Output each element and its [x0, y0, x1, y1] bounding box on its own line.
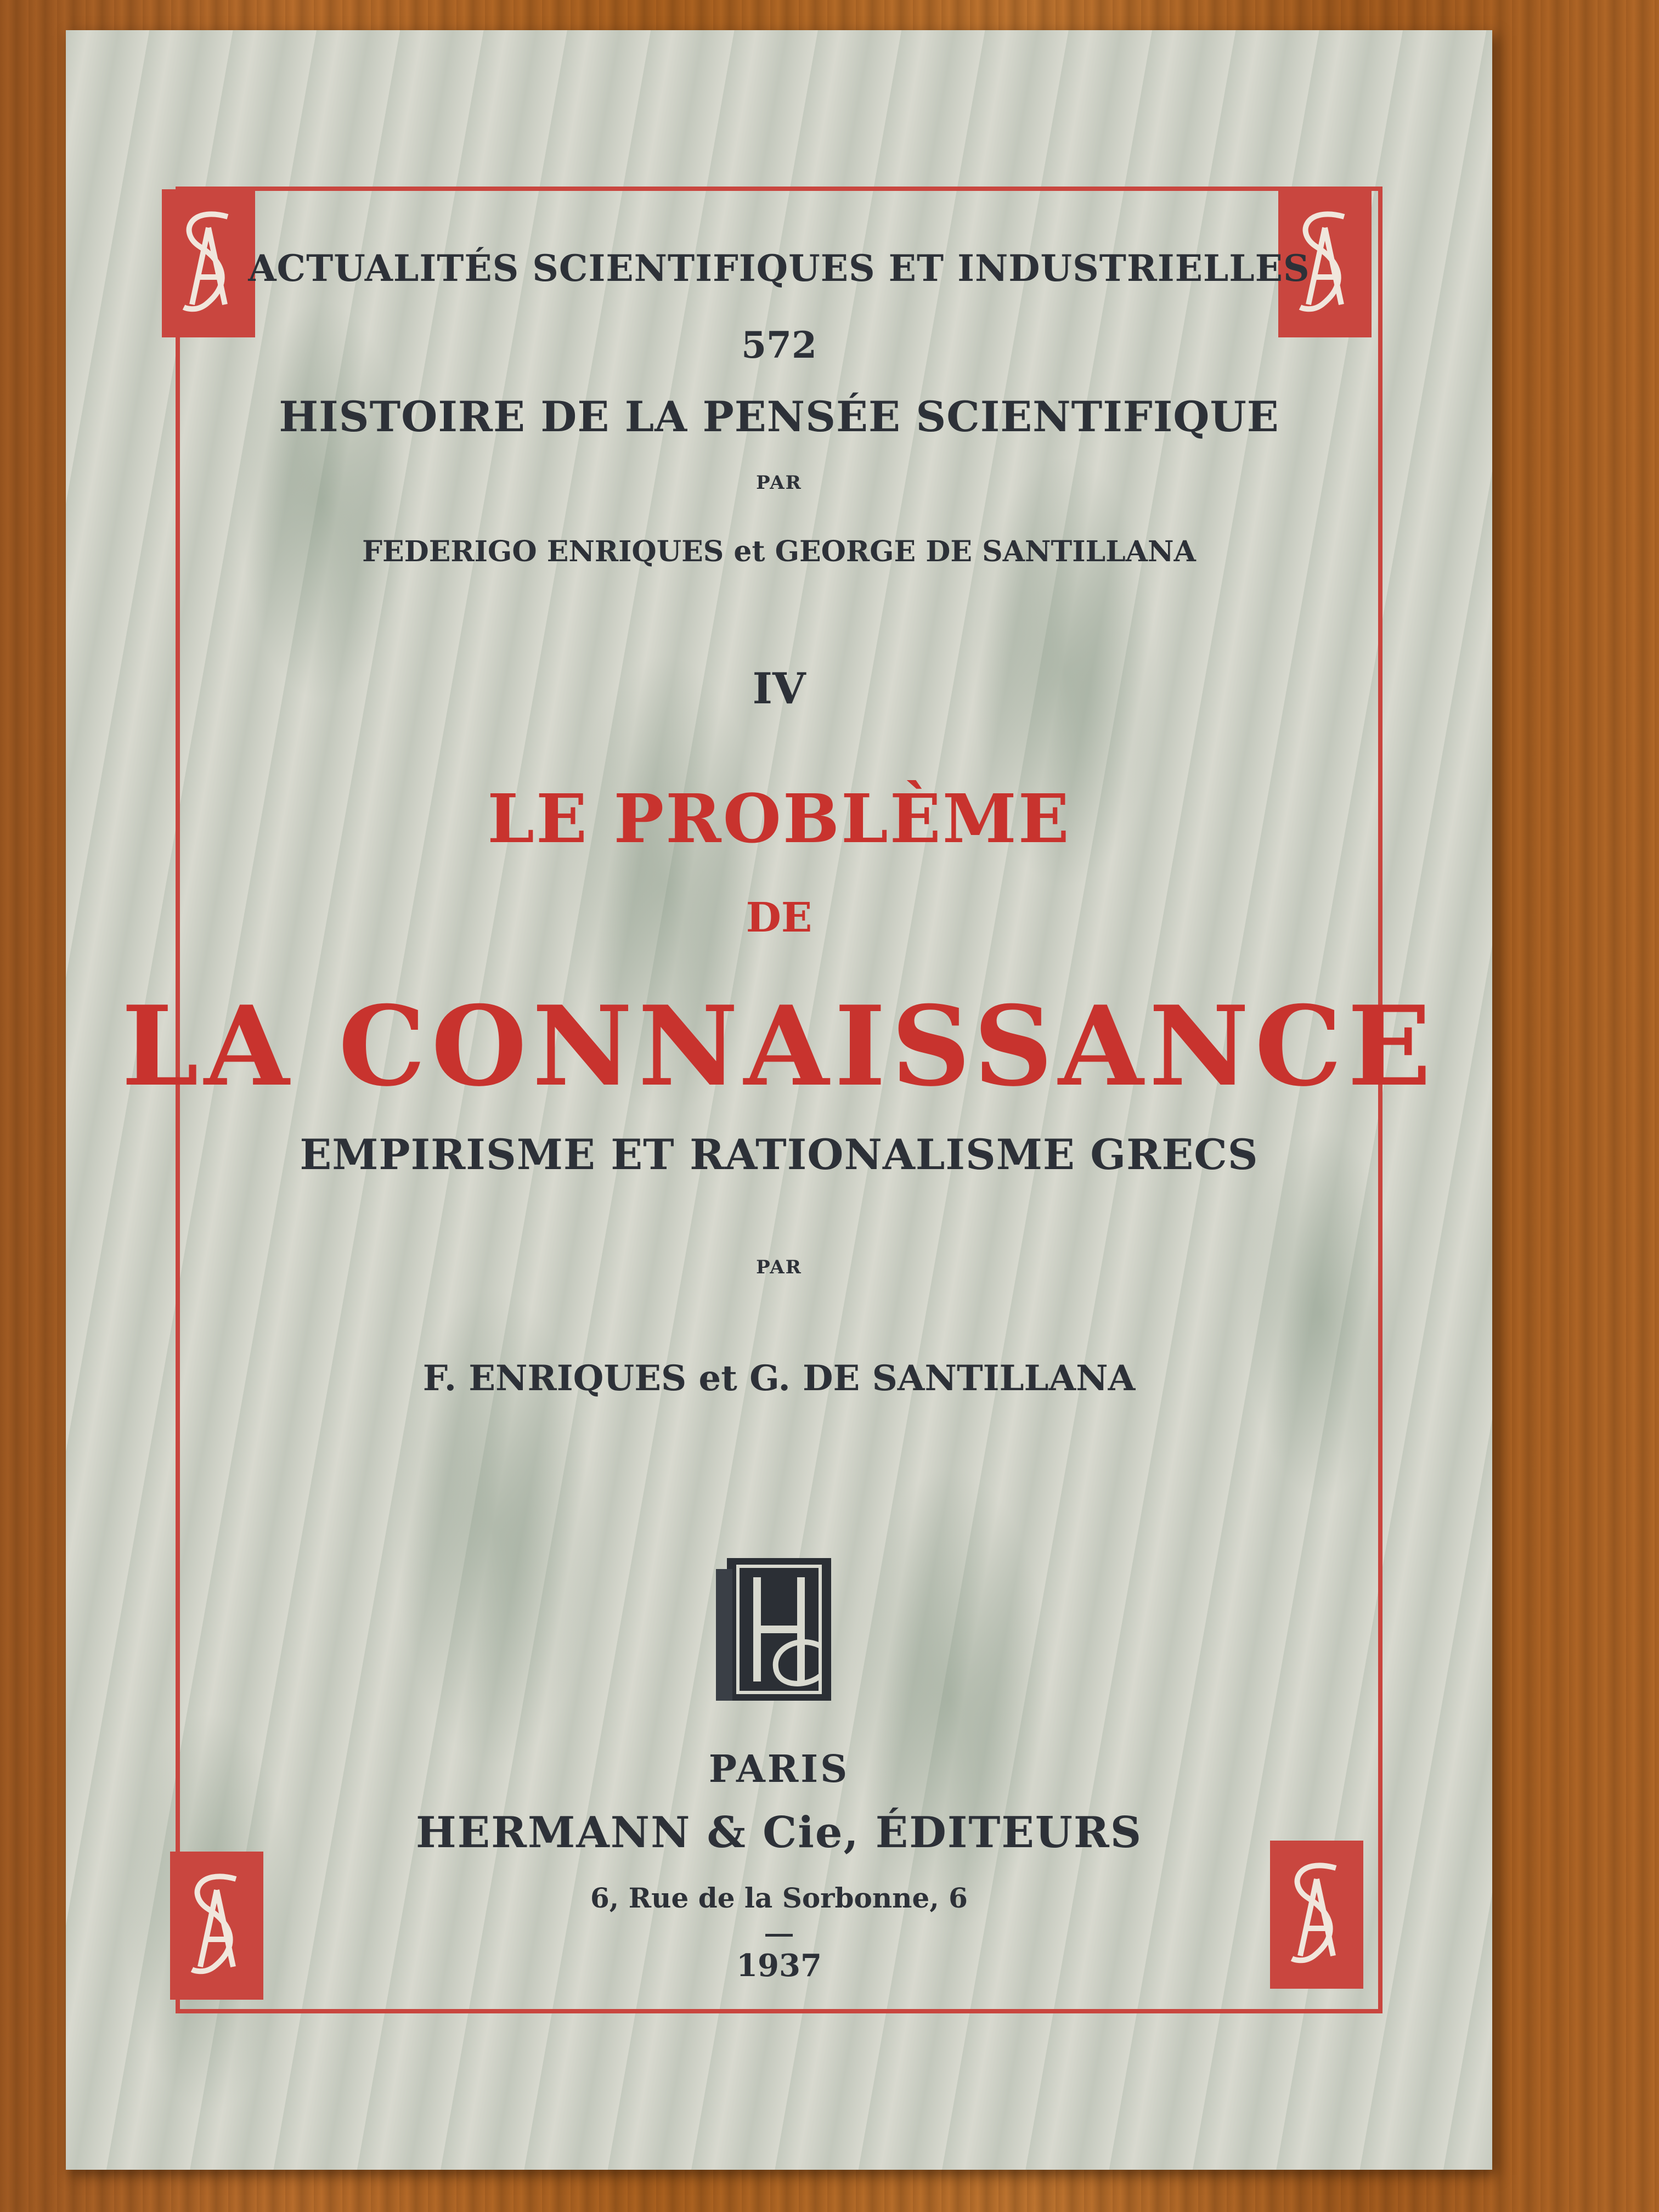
- book-title-line-2: DE: [746, 894, 812, 941]
- publisher-name: HERMANN & Cie, ÉDITEURS: [415, 1808, 1143, 1858]
- par-label: PAR: [756, 1256, 802, 1278]
- collection-title: HISTOIRE DE LA PENSÉE SCIENTIFIQUE: [279, 392, 1279, 441]
- book-title-line-1: LE PROBLÈME: [487, 779, 1071, 858]
- publication-year: 1937: [736, 1948, 822, 1984]
- authors-full: FEDERIGO ENRIQUES et GEORGE DE SANTILLANA: [362, 535, 1196, 568]
- book-title-line-3: LA CONNAISSANCE: [121, 982, 1437, 1111]
- authors-short: F. ENRIQUES et G. DE SANTILLANA: [422, 1358, 1136, 1399]
- publisher-city: PARIS: [708, 1747, 850, 1791]
- publisher-address: 6, Rue de la Sorbonne, 6: [590, 1882, 968, 1914]
- series-title: ACTUALITÉS SCIENTIFIQUES ET INDUSTRIELLES: [248, 247, 1310, 290]
- par-label: PAR: [756, 472, 802, 494]
- series-number: 572: [741, 324, 817, 366]
- volume-number: IV: [752, 664, 806, 714]
- hermann-hc-logo-icon: [710, 1553, 848, 1706]
- book-cover: [66, 30, 1492, 2170]
- book-subtitle: EMPIRISME ET RATIONALISME GRECS: [300, 1130, 1259, 1179]
- divider: [765, 1934, 793, 1937]
